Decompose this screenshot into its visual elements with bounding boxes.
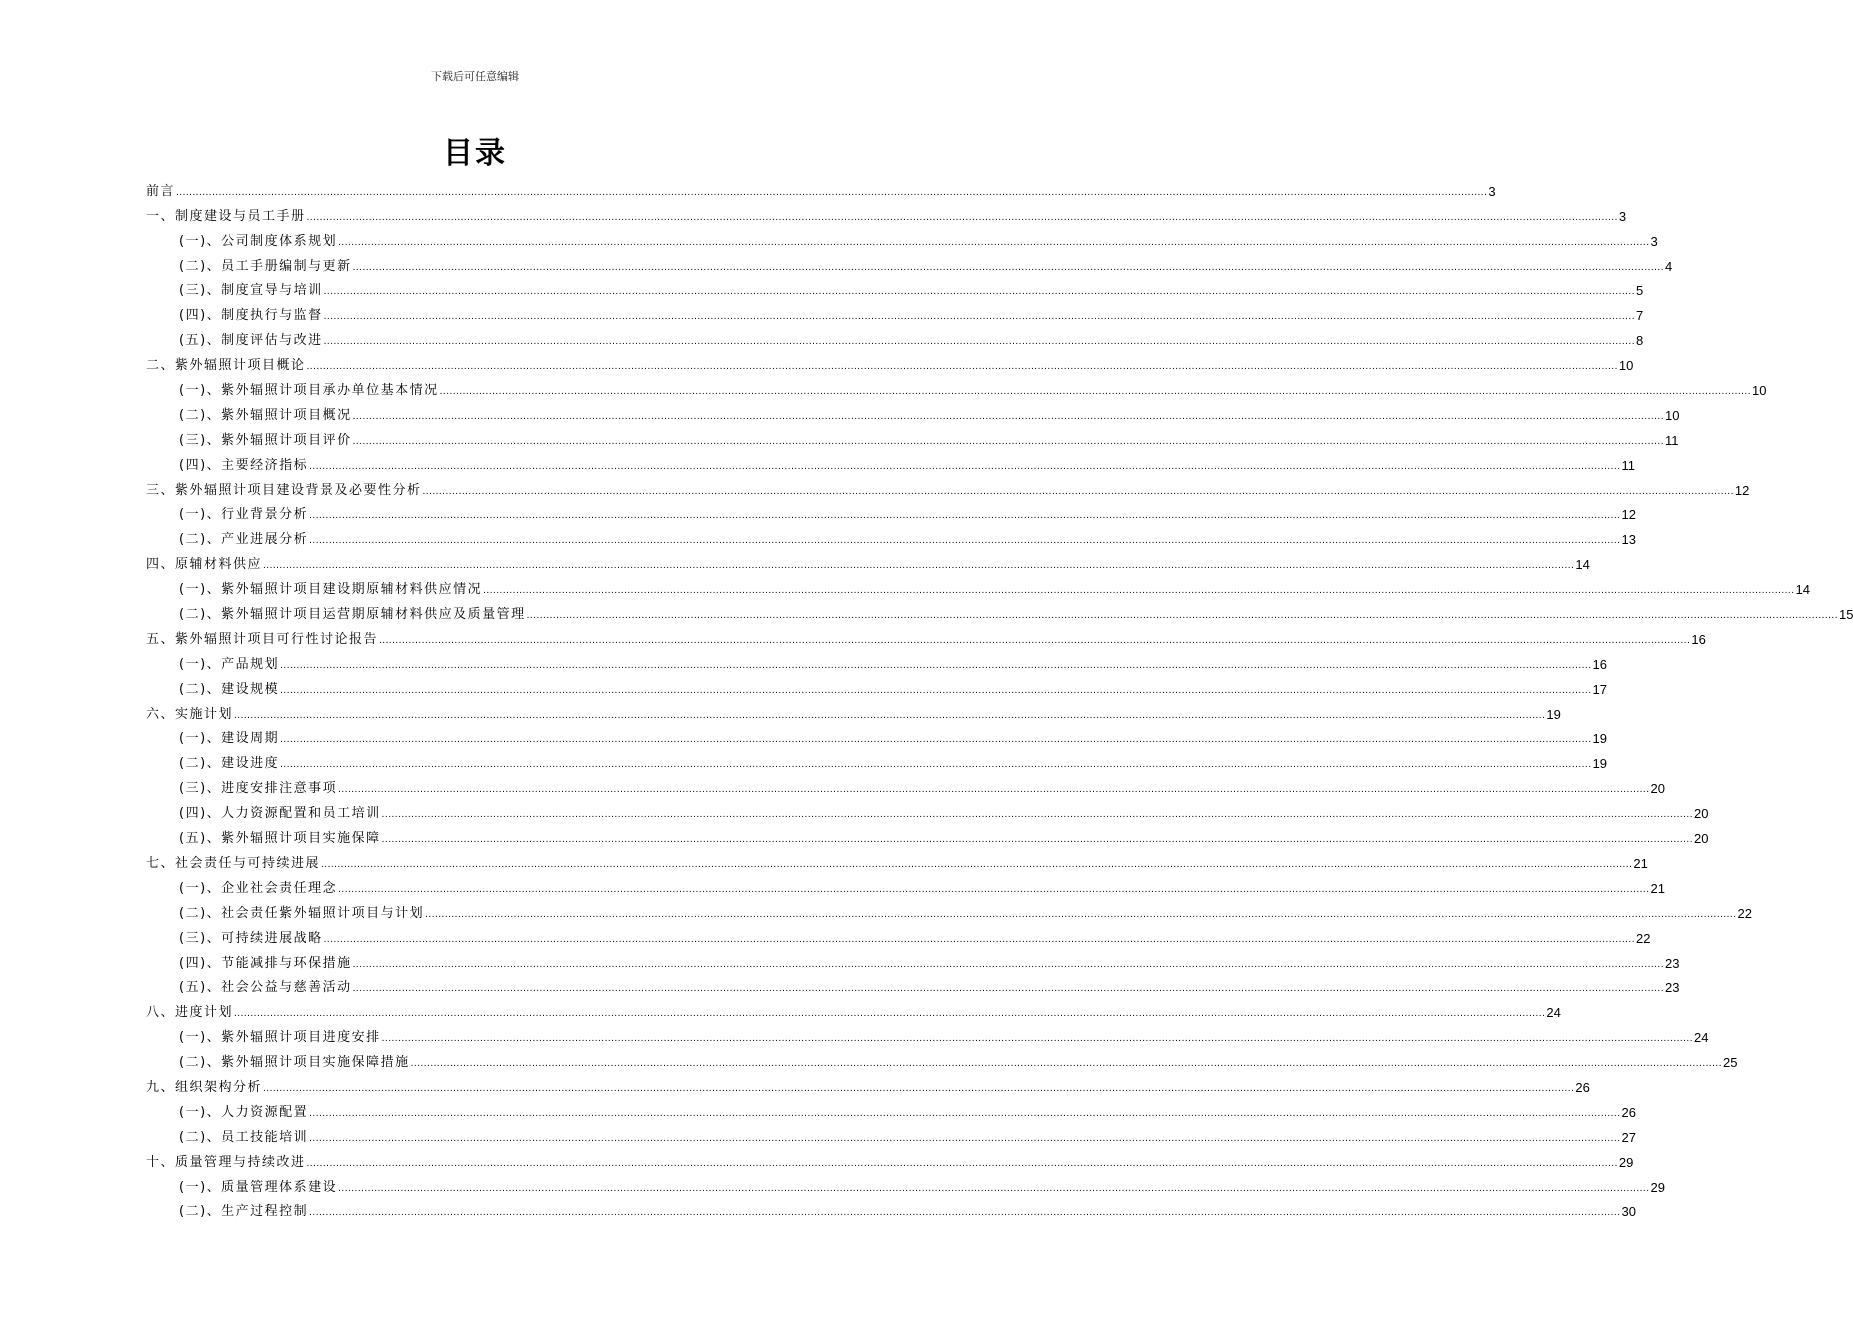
toc-entry[interactable]	[146, 947, 1680, 972]
toc-entry-label: 四、原辅材料供应	[146, 557, 263, 573]
toc-entry-label: 前言	[146, 183, 176, 199]
toc-dot-leader: ................................................................................................................................................................................................................................................................................................................................................................................................................	[381, 1033, 1693, 1045]
toc-entry[interactable]	[146, 872, 1665, 897]
toc-entry-label: (五)、社会公益与慈善活动	[179, 980, 352, 996]
toc-entry[interactable]	[146, 275, 1644, 300]
toc-entry[interactable]	[146, 747, 1607, 772]
toc-entry-label: (一)、紫外辐照计项目承办单位基本情况	[179, 383, 439, 399]
toc-entry-page-number: 5	[1635, 283, 1644, 299]
toc-dot-leader: ................................................................................................................................................................................................................................................................................................................................................................................................................	[323, 336, 1635, 348]
toc-entry-page-number: 4	[1664, 258, 1673, 274]
toc-dot-leader: ................................................................................................................................................................................................................................................................................................................................................................................................................	[309, 460, 1621, 472]
toc-entry-page-number: 3	[1650, 233, 1658, 249]
toc-entry[interactable]	[146, 399, 1680, 424]
toc-entry-label: (一)、人力资源配置	[179, 1104, 309, 1120]
toc-entry-label: (一)、企业社会责任理念	[179, 880, 338, 896]
toc-entry-label: (三)、进度安排注意事项	[179, 781, 338, 797]
toc-dot-leader: ................................................................................................................................................................................................................................................................................................................................................................................................................	[352, 410, 1664, 422]
toc-entry-page-number: 19	[1546, 706, 1561, 722]
toc-entry-label: (二)、建设进度	[179, 756, 280, 772]
toc-entry-page-number: 24	[1693, 1030, 1709, 1046]
toc-dot-leader: ................................................................................................................................................................................................................................................................................................................................................................................................................	[526, 610, 1838, 622]
toc-entry[interactable]	[146, 324, 1644, 349]
toc-entry-label: (一)、建设周期	[179, 731, 280, 747]
toc-entry-page-number: 11	[1664, 432, 1679, 448]
toc-entry[interactable]	[146, 175, 1496, 200]
toc-entry-label: 一、制度建设与员工手册	[146, 208, 306, 224]
toc-entry-page-number: 25	[1722, 1055, 1738, 1071]
toc-entry-label: (一)、质量管理体系建设	[179, 1179, 338, 1195]
toc-dot-leader: ................................................................................................................................................................................................................................................................................................................................................................................................................	[234, 1008, 1546, 1020]
toc-entry[interactable]	[146, 996, 1561, 1021]
toc-dot-leader: ................................................................................................................................................................................................................................................................................................................................................................................................................	[352, 983, 1664, 995]
toc-entry-page-number: 7	[1635, 308, 1644, 324]
toc-dot-leader: ................................................................................................................................................................................................................................................................................................................................................................................................................	[338, 1182, 1650, 1194]
toc-entry-page-number: 21	[1633, 855, 1648, 871]
toc-entry[interactable]	[146, 449, 1635, 474]
toc-entry-label: 六、实施计划	[146, 706, 234, 722]
toc-entry-page-number: 20	[1650, 781, 1665, 797]
toc-entry[interactable]	[146, 374, 1767, 399]
toc-dot-leader: ................................................................................................................................................................................................................................................................................................................................................................................................................	[176, 186, 1488, 198]
toc-entry-label: (四)、节能减排与环保措施	[179, 955, 352, 971]
toc-entry-page-number: 16	[1691, 631, 1706, 647]
toc-entry-page-number: 30	[1621, 1204, 1636, 1220]
toc-dot-leader: ................................................................................................................................................................................................................................................................................................................................................................................................................	[381, 809, 1693, 821]
toc-entry[interactable]	[146, 822, 1709, 847]
toc-dot-leader: ................................................................................................................................................................................................................................................................................................................................................................................................................	[352, 261, 1664, 273]
toc-entry[interactable]	[146, 598, 1853, 623]
toc-entry-label: 十、质量管理与持续改进	[146, 1154, 306, 1170]
toc-entry-page-number: 29	[1618, 1154, 1634, 1170]
toc-entry[interactable]	[146, 299, 1644, 324]
toc-entry-label: (三)、可持续进展战略	[179, 930, 323, 946]
toc-dot-leader: ................................................................................................................................................................................................................................................................................................................................................................................................................	[280, 659, 1592, 671]
toc-entry-label: (二)、紫外辐照计项目实施保障措施	[179, 1055, 410, 1071]
toc-entry-page-number: 19	[1592, 731, 1607, 747]
toc-entry[interactable]	[146, 1171, 1665, 1196]
toc-entry[interactable]	[146, 623, 1706, 648]
toc-dot-leader: ................................................................................................................................................................................................................................................................................................................................................................................................................	[263, 1082, 1575, 1094]
toc-entry[interactable]	[146, 1196, 1636, 1221]
toc-entry[interactable]	[146, 225, 1658, 250]
toc-dot-leader: ................................................................................................................................................................................................................................................................................................................................................................................................................	[379, 634, 1691, 646]
toc-entry-page-number: 10	[1618, 358, 1634, 374]
toc-entry[interactable]	[146, 499, 1636, 524]
toc-dot-leader: ................................................................................................................................................................................................................................................................................................................................................................................................................	[309, 535, 1621, 547]
toc-entry-page-number: 14	[1795, 582, 1810, 598]
toc-entry[interactable]	[146, 648, 1607, 673]
toc-entry[interactable]	[146, 797, 1709, 822]
toc-entry-label: (一)、紫外辐照计项目进度安排	[179, 1030, 381, 1046]
toc-dot-leader: ................................................................................................................................................................................................................................................................................................................................................................................................................	[234, 709, 1546, 721]
toc-entry[interactable]	[146, 250, 1673, 275]
toc-entry-label: (二)、社会责任紫外辐照计项目与计划	[179, 905, 425, 921]
toc-entry[interactable]	[146, 1146, 1634, 1171]
toc-entry-page-number: 22	[1737, 905, 1752, 921]
toc-entry-page-number: 14	[1575, 557, 1590, 573]
toc-entry-page-number: 13	[1621, 532, 1636, 548]
toc-entry-page-number: 26	[1621, 1104, 1636, 1120]
toc-entry-label: (二)、产业进展分析	[179, 532, 309, 548]
toc-entry-label: 八、进度计划	[146, 1005, 234, 1021]
toc-dot-leader: ................................................................................................................................................................................................................................................................................................................................................................................................................	[309, 510, 1621, 522]
toc-dot-leader: ................................................................................................................................................................................................................................................................................................................................................................................................................	[410, 1058, 1722, 1070]
toc-entry-label: (二)、生产过程控制	[179, 1204, 309, 1220]
toc-dot-leader: ................................................................................................................................................................................................................................................................................................................................................................................................................	[338, 883, 1650, 895]
toc-entry[interactable]	[146, 474, 1750, 499]
table-of-contents	[146, 175, 1853, 1220]
toc-dot-leader: ................................................................................................................................................................................................................................................................................................................................................................................................................	[323, 286, 1635, 298]
toc-entry-page-number: 23	[1664, 980, 1680, 996]
toc-dot-leader: ................................................................................................................................................................................................................................................................................................................................................................................................................	[483, 585, 1795, 597]
toc-entry-page-number: 17	[1592, 681, 1607, 697]
toc-dot-leader: ................................................................................................................................................................................................................................................................................................................................................................................................................	[306, 361, 1618, 373]
toc-entry-label: (二)、员工技能培训	[179, 1129, 309, 1145]
toc-entry[interactable]	[146, 673, 1607, 698]
toc-entry-page-number: 22	[1635, 930, 1651, 946]
toc-entry-label: (五)、制度评估与改进	[179, 333, 323, 349]
toc-entry-label: (五)、紫外辐照计项目实施保障	[179, 831, 381, 847]
toc-entry[interactable]	[146, 523, 1636, 548]
toc-entry-label: (二)、紫外辐照计项目概况	[179, 407, 352, 423]
toc-dot-leader: ................................................................................................................................................................................................................................................................................................................................................................................................................	[323, 933, 1635, 945]
toc-entry[interactable]	[146, 424, 1679, 449]
toc-entry-page-number: 20	[1693, 806, 1709, 822]
toc-entry[interactable]	[146, 972, 1680, 997]
toc-entry-page-number: 21	[1650, 880, 1665, 896]
toc-entry[interactable]	[146, 847, 1648, 872]
toc-entry-page-number: 3	[1618, 208, 1627, 224]
page-header: 下载后可任意编辑	[431, 70, 519, 83]
toc-entry-label: (二)、紫外辐照计项目运营期原辅材料供应及质量管理	[179, 607, 526, 623]
toc-entry-label: (一)、行业背景分析	[179, 507, 309, 523]
toc-dot-leader: ................................................................................................................................................................................................................................................................................................................................................................................................................	[280, 684, 1592, 696]
toc-entry-page-number: 8	[1635, 333, 1644, 349]
toc-entry-label: 二、紫外辐照计项目概论	[146, 358, 306, 374]
toc-entry[interactable]	[146, 1021, 1709, 1046]
toc-entry-page-number: 16	[1592, 656, 1607, 672]
toc-dot-leader: ................................................................................................................................................................................................................................................................................................................................................................................................................	[381, 834, 1693, 846]
toc-entry[interactable]	[146, 1071, 1590, 1096]
toc-entry[interactable]	[146, 1121, 1636, 1146]
toc-entry[interactable]	[146, 1096, 1636, 1121]
toc-entry[interactable]	[146, 897, 1752, 922]
toc-entry[interactable]	[146, 349, 1634, 374]
toc-entry-label: (四)、人力资源配置和员工培训	[179, 806, 381, 822]
toc-dot-leader: ................................................................................................................................................................................................................................................................................................................................................................................................................	[263, 560, 1575, 572]
toc-entry-page-number: 12	[1734, 482, 1750, 498]
toc-dot-leader: ................................................................................................................................................................................................................................................................................................................................................................................................................	[338, 784, 1650, 796]
toc-dot-leader: ................................................................................................................................................................................................................................................................................................................................................................................................................	[321, 858, 1633, 870]
toc-entry-page-number: 20	[1693, 831, 1709, 847]
toc-entry[interactable]	[146, 698, 1561, 723]
toc-entry-label: 五、紫外辐照计项目可行性讨论报告	[146, 631, 379, 647]
toc-entry-page-number: 11	[1621, 457, 1635, 473]
toc-entry-label: (四)、制度执行与监督	[179, 308, 323, 324]
toc-entry-page-number: 3	[1488, 183, 1496, 199]
toc-entry[interactable]	[146, 200, 1627, 225]
toc-entry[interactable]	[146, 723, 1607, 748]
toc-entry-label: (一)、紫外辐照计项目建设期原辅材料供应情况	[179, 582, 483, 598]
toc-entry-label: (一)、产品规划	[179, 656, 280, 672]
toc-entry-label: 三、紫外辐照计项目建设背景及必要性分析	[146, 482, 422, 498]
toc-entry-page-number: 24	[1546, 1005, 1561, 1021]
toc-dot-leader: ................................................................................................................................................................................................................................................................................................................................................................................................................	[338, 236, 1650, 248]
toc-entry-label: 七、社会责任与可持续进展	[146, 855, 321, 871]
toc-entry-page-number: 26	[1575, 1079, 1590, 1095]
toc-entry-page-number: 19	[1592, 756, 1607, 772]
toc-entry[interactable]	[146, 1046, 1738, 1071]
toc-entry-page-number: 23	[1664, 955, 1680, 971]
toc-entry-label: (三)、制度宣导与培训	[179, 283, 323, 299]
toc-entry-label: (二)、员工手册编制与更新	[179, 258, 352, 274]
toc-dot-leader: ................................................................................................................................................................................................................................................................................................................................................................................................................	[309, 1207, 1621, 1219]
toc-dot-leader: ................................................................................................................................................................................................................................................................................................................................................................................................................	[280, 759, 1592, 771]
toc-dot-leader: ................................................................................................................................................................................................................................................................................................................................................................................................................	[352, 958, 1664, 970]
toc-dot-leader: ................................................................................................................................................................................................................................................................................................................................................................................................................	[309, 1132, 1621, 1144]
toc-dot-leader: ................................................................................................................................................................................................................................................................................................................................................................................................................	[425, 908, 1737, 920]
toc-entry[interactable]	[146, 772, 1665, 797]
toc-dot-leader: ................................................................................................................................................................................................................................................................................................................................................................................................................	[306, 1157, 1618, 1169]
toc-entry[interactable]	[146, 548, 1590, 573]
toc-dot-leader: ................................................................................................................................................................................................................................................................................................................................................................................................................	[352, 435, 1664, 447]
toc-entry[interactable]	[146, 922, 1651, 947]
toc-entry-page-number: 15	[1838, 607, 1853, 623]
toc-entry-label: (二)、建设规模	[179, 681, 280, 697]
toc-dot-leader: ................................................................................................................................................................................................................................................................................................................................................................................................................	[439, 386, 1751, 398]
toc-dot-leader: ................................................................................................................................................................................................................................................................................................................................................................................................................	[323, 311, 1635, 323]
toc-entry-page-number: 29	[1650, 1179, 1665, 1195]
toc-entry-label: 九、组织架构分析	[146, 1079, 263, 1095]
toc-entry-page-number: 10	[1751, 383, 1767, 399]
toc-entry-label: (三)、紫外辐照计项目评价	[179, 432, 352, 448]
toc-dot-leader: ................................................................................................................................................................................................................................................................................................................................................................................................................	[306, 211, 1618, 223]
toc-entry-page-number: 10	[1664, 407, 1680, 423]
toc-dot-leader: ................................................................................................................................................................................................................................................................................................................................................................................................................	[422, 485, 1734, 497]
toc-entry[interactable]	[146, 573, 1810, 598]
toc-entry-page-number: 27	[1621, 1129, 1636, 1145]
toc-dot-leader: ................................................................................................................................................................................................................................................................................................................................................................................................................	[309, 1107, 1621, 1119]
toc-entry-label: (四)、主要经济指标	[179, 457, 309, 473]
page-title: 目录	[443, 136, 507, 171]
toc-dot-leader: ................................................................................................................................................................................................................................................................................................................................................................................................................	[280, 734, 1592, 746]
toc-entry-label: (一)、公司制度体系规划	[179, 233, 338, 249]
toc-entry-page-number: 12	[1621, 507, 1636, 523]
